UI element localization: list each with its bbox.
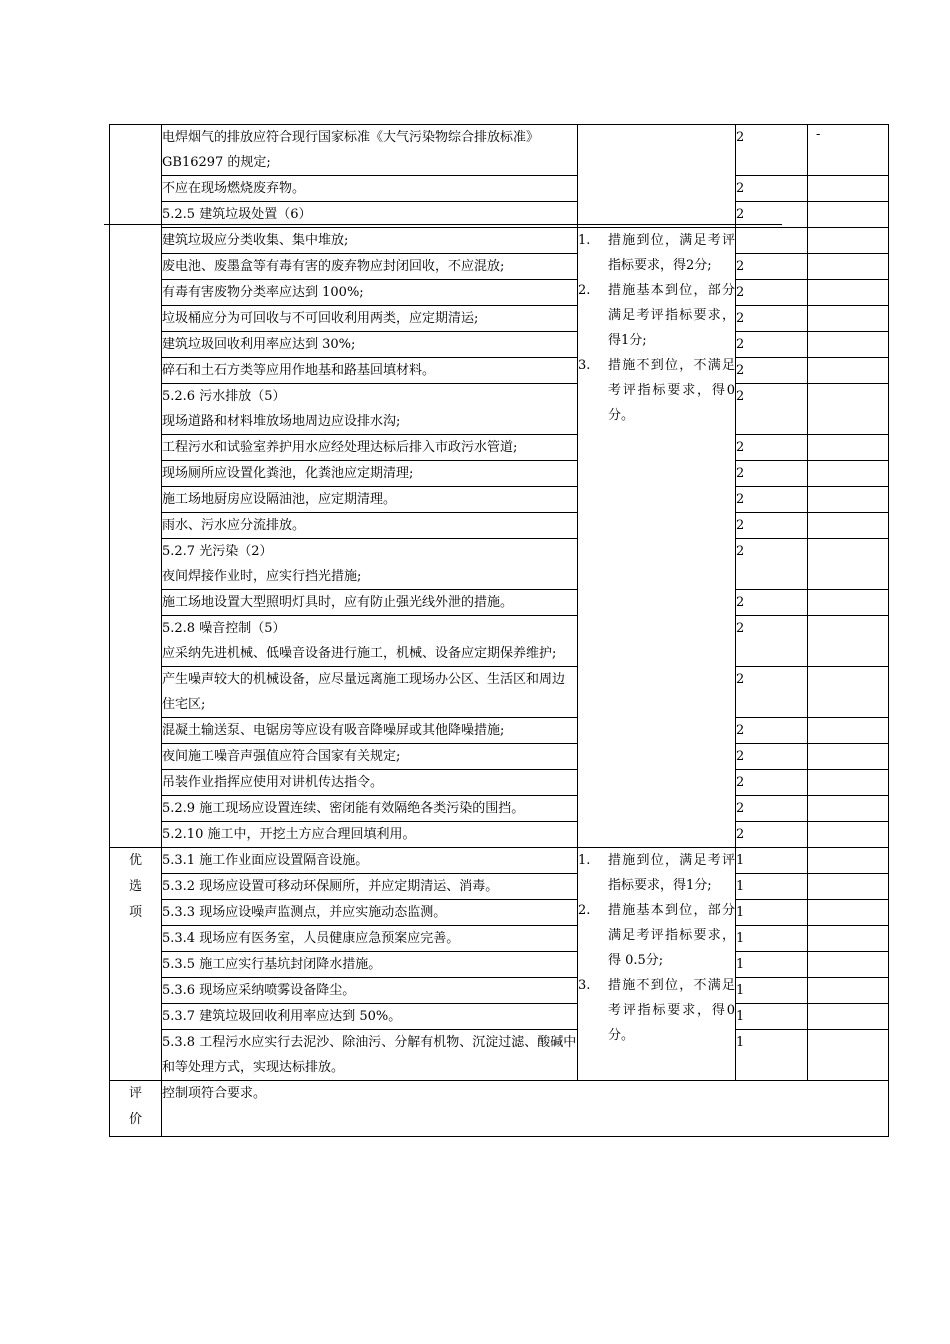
remark-cell <box>808 952 889 978</box>
table-row <box>110 718 889 744</box>
table-row <box>110 280 889 306</box>
score-cell: 2 <box>736 590 808 616</box>
table-row <box>110 796 889 822</box>
remark-cell <box>808 744 889 770</box>
score-cell <box>736 228 808 254</box>
table-row <box>110 952 889 978</box>
criteria-text: 措施到位，满足考评指标要求，得2分; <box>608 233 735 273</box>
remark-cell <box>808 384 889 435</box>
table-row <box>110 228 889 254</box>
item-cell: 5.3.8 工程污水应实行去泥沙、除油污、分解有机物、沉淀过滤、酸碱中和等处理方式，实现达标排放。 <box>162 1030 578 1081</box>
remark-cell <box>808 513 889 539</box>
item-cell: 产生噪声较大的机械设备，应尽量远离施工现场办公区、生活区和周边住宅区; <box>162 667 578 718</box>
remark-cell <box>808 926 889 952</box>
top-right-dash: - <box>816 127 821 142</box>
remark-cell <box>808 125 889 176</box>
table-row <box>110 874 889 900</box>
table-row <box>110 822 889 848</box>
item-cell: 5.3.3 现场应设噪声监测点，并应实施动态监测。 <box>162 900 578 926</box>
table-body <box>110 125 889 1137</box>
score-cell: 2 <box>736 513 808 539</box>
evaluation-label-cell <box>110 1081 162 1137</box>
category-label: 优选项 <box>128 853 142 920</box>
criteria-cell <box>578 848 736 1081</box>
table-row <box>110 125 889 176</box>
table-row <box>110 848 889 874</box>
score-cell: 2 <box>736 435 808 461</box>
remark-cell <box>808 796 889 822</box>
criteria-number: 3. <box>578 978 591 993</box>
item-cell: 垃圾桶应分为可回收与不可回收利用两类，应定期清运; <box>162 306 578 332</box>
criteria-number: 2. <box>578 903 591 918</box>
remark-cell <box>808 590 889 616</box>
item-cell: 有毒有害废物分类率应达到 100%; <box>162 280 578 306</box>
score-cell: 2 <box>736 306 808 332</box>
criteria-item <box>578 898 735 973</box>
score-cell: 2 <box>736 616 808 667</box>
remark-cell <box>808 487 889 513</box>
item-cell: 雨水、污水应分流排放。 <box>162 513 578 539</box>
item-cell: 5.2.8 噪音控制（5） 应采纳先进机械、低噪音设备进行施工，机械、设备应定期保养维护; <box>162 616 578 667</box>
item-cell: 5.2.10 施工中，开挖土方应合理回填利用。 <box>162 822 578 848</box>
remark-cell <box>808 332 889 358</box>
score-cell: 1 <box>736 1004 808 1030</box>
item-cell: 5.2.5 建筑垃圾处置（6） <box>162 202 578 228</box>
score-cell: 1 <box>736 1030 808 1081</box>
table-row <box>110 435 889 461</box>
table-row <box>110 487 889 513</box>
remark-cell <box>808 228 889 254</box>
remark-cell <box>808 770 889 796</box>
remark-cell <box>808 616 889 667</box>
item-cell: 5.2.9 施工现场应设置连续、密闭能有效隔绝各类污染的围挡。 <box>162 796 578 822</box>
score-cell: 1 <box>736 900 808 926</box>
criteria-cell <box>578 228 736 848</box>
item-cell: 碎石和土石方类等应用作地基和路基回填材料。 <box>162 358 578 384</box>
table-row <box>110 358 889 384</box>
evaluation-label: 评价 <box>128 1086 142 1127</box>
criteria-cell-blank <box>578 125 736 228</box>
item-cell: 5.3.4 现场应有医务室，人员健康应急预案应完善。 <box>162 926 578 952</box>
table-row <box>110 539 889 590</box>
criteria-number: 3. <box>578 358 591 373</box>
score-cell: 2 <box>736 202 808 228</box>
item-cell: 电焊烟气的排放应符合现行国家标准《大气污染物综合排放标准》GB16297 的规定; <box>162 125 578 176</box>
item-cell: 建筑垃圾应分类收集、集中堆放; <box>162 228 578 254</box>
criteria-text: 措施不到位，不满足考评指标要求，得0分。 <box>608 978 735 1043</box>
criteria-item <box>578 278 735 353</box>
remark-cell <box>808 254 889 280</box>
table-row <box>110 176 889 202</box>
remark-cell <box>808 461 889 487</box>
remark-cell <box>808 900 889 926</box>
item-cell: 5.3.5 施工应实行基坑封闭降水措施。 <box>162 952 578 978</box>
item-cell: 工程污水和试验室养护用水应经处理达标后排入市政污水管道; <box>162 435 578 461</box>
criteria-item <box>578 228 735 278</box>
remark-cell <box>808 1004 889 1030</box>
remark-cell <box>808 202 889 228</box>
criteria-text: 措施基本到位，部分满足考评指标要求，得1分; <box>608 283 735 348</box>
criteria-text: 措施基本到位，部分满足考评指标要求，得 0.5分; <box>608 903 735 968</box>
score-cell: 2 <box>736 384 808 435</box>
criteria-text: 措施到位，满足考评指标要求，得1分; <box>608 853 735 893</box>
table-row <box>110 667 889 718</box>
score-cell: 1 <box>736 926 808 952</box>
score-cell: 2 <box>736 332 808 358</box>
score-cell: 2 <box>736 796 808 822</box>
category-cell-continued <box>110 125 162 848</box>
score-cell: 2 <box>736 487 808 513</box>
table-row <box>110 461 889 487</box>
evaluation-table <box>109 124 889 1137</box>
item-cell: 5.3.7 建筑垃圾回收利用率应达到 50%。 <box>162 1004 578 1030</box>
evaluation-text-cell: 控制项符合要求。 <box>162 1081 889 1137</box>
table-row <box>110 332 889 358</box>
table-row <box>110 590 889 616</box>
score-cell: 2 <box>736 125 808 176</box>
table-row <box>110 770 889 796</box>
remark-cell <box>808 1030 889 1081</box>
score-cell: 2 <box>736 718 808 744</box>
criteria-list <box>578 228 735 428</box>
table-row <box>110 978 889 1004</box>
table-row <box>110 1004 889 1030</box>
score-cell: 2 <box>736 667 808 718</box>
criteria-number: 2. <box>578 283 591 298</box>
table-row <box>110 926 889 952</box>
score-cell: 1 <box>736 978 808 1004</box>
criteria-text: 措施不到位，不满足考评指标要求，得0分。 <box>608 358 735 423</box>
score-cell: 1 <box>736 874 808 900</box>
remark-cell <box>808 667 889 718</box>
score-cell: 1 <box>736 952 808 978</box>
item-cell: 建筑垃圾回收利用率应达到 30%; <box>162 332 578 358</box>
score-cell: 2 <box>736 176 808 202</box>
table-row <box>110 744 889 770</box>
score-cell: 2 <box>736 358 808 384</box>
item-cell: 5.3.6 现场应采纳喷雾设备降尘。 <box>162 978 578 1004</box>
remark-cell <box>808 358 889 384</box>
item-cell: 现场厕所应设置化粪池，化粪池应定期清理; <box>162 461 578 487</box>
criteria-item <box>578 353 735 428</box>
item-cell: 废电池、废墨盒等有毒有害的废弃物应封闭回收，不应混放; <box>162 254 578 280</box>
criteria-list <box>578 848 735 1048</box>
score-cell: 2 <box>736 770 808 796</box>
remark-cell <box>808 978 889 1004</box>
item-cell: 施工场地厨房应设隔油池，应定期清理。 <box>162 487 578 513</box>
item-cell: 5.3.1 施工作业面应设置隔音设施。 <box>162 848 578 874</box>
remark-cell <box>808 280 889 306</box>
item-cell: 混凝土输送泵、电锯房等应设有吸音降噪屏或其他降噪措施; <box>162 718 578 744</box>
score-cell: 2 <box>736 461 808 487</box>
criteria-number: 1. <box>578 853 591 868</box>
score-cell: 1 <box>736 848 808 874</box>
table-row <box>110 616 889 667</box>
score-cell: 2 <box>736 744 808 770</box>
criteria-number: 1. <box>578 233 591 248</box>
item-cell: 施工场地设置大型照明灯具时，应有防止强光线外泄的措施。 <box>162 590 578 616</box>
table-row <box>110 202 889 228</box>
criteria-item <box>578 848 735 898</box>
item-cell: 5.2.6 污水排放（5） 现场道路和材料堆放场地周边应设排水沟; <box>162 384 578 435</box>
item-cell: 5.3.2 现场应设置可移动环保厕所，并应定期清运、消毒。 <box>162 874 578 900</box>
item-cell: 夜间施工噪音声强值应符合国家有关规定; <box>162 744 578 770</box>
score-cell: 2 <box>736 280 808 306</box>
remark-cell <box>808 539 889 590</box>
remark-cell <box>808 874 889 900</box>
table-row <box>110 513 889 539</box>
table-row <box>110 306 889 332</box>
remark-cell <box>808 822 889 848</box>
remark-cell <box>808 718 889 744</box>
table-row <box>110 1030 889 1081</box>
table-row <box>110 384 889 435</box>
evaluation-row <box>110 1081 889 1137</box>
category-cell-optional <box>110 848 162 1081</box>
table-row <box>110 900 889 926</box>
item-cell: 不应在现场燃烧废弃物。 <box>162 176 578 202</box>
remark-cell <box>808 306 889 332</box>
remark-cell <box>808 848 889 874</box>
table-row <box>110 254 889 280</box>
score-cell: 2 <box>736 539 808 590</box>
remark-cell <box>808 176 889 202</box>
remark-cell <box>808 435 889 461</box>
criteria-item <box>578 973 735 1048</box>
score-cell: 2 <box>736 254 808 280</box>
item-cell: 5.2.7 光污染（2） 夜间焊接作业时，应实行挡光措施; <box>162 539 578 590</box>
item-cell: 吊装作业指挥应使用对讲机传达指令。 <box>162 770 578 796</box>
score-cell: 2 <box>736 822 808 848</box>
